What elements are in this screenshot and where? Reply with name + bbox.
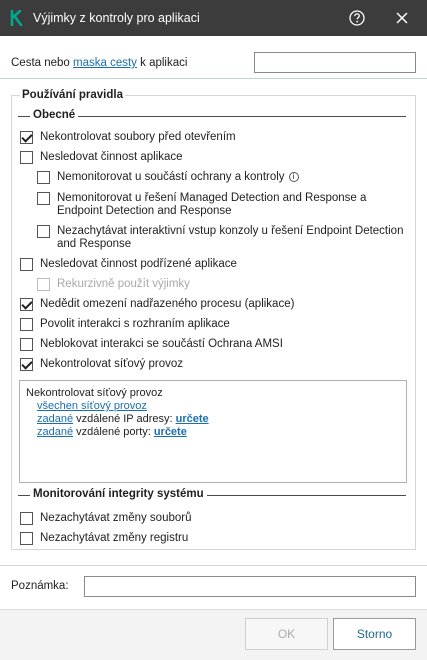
checkbox-label: Nekontrolovat soubory před otevřením: [40, 131, 236, 143]
checkbox-label: Povolit interakci s rozhraním aplikace: [40, 318, 230, 330]
checkbox[interactable]: [20, 318, 33, 331]
ok-button[interactable]: OK: [245, 618, 328, 650]
divider: [0, 565, 427, 566]
specified-ports-link[interactable]: zadané: [37, 426, 74, 438]
checkbox-row[interactable]: [37, 191, 397, 219]
close-icon[interactable]: [393, 9, 411, 27]
all-traffic-link[interactable]: všechen síťový provoz: [37, 400, 147, 412]
checkbox-label: Nekontrolovat síťový provoz: [40, 358, 184, 370]
checkbox[interactable]: [37, 192, 50, 205]
checkbox[interactable]: [37, 171, 50, 184]
divider: [0, 78, 427, 79]
note-label: Poznámka:: [11, 580, 69, 592]
help-icon[interactable]: [348, 9, 366, 27]
checkbox-checked[interactable]: [20, 358, 33, 371]
general-section-title: Obecné: [30, 109, 78, 121]
window-title: Výjimky z kontroly pro aplikaci: [33, 11, 200, 25]
checkbox-label: [57, 171, 299, 183]
checkbox-label: Neblokovat interakci se součástí Ochrana AMSI: [40, 338, 283, 350]
checkbox-row[interactable]: [37, 224, 407, 252]
summary-text: vzdálené porty:: [73, 426, 154, 438]
integrity-section-header: [18, 488, 406, 502]
specify-ip-link[interactable]: určete: [175, 413, 209, 425]
checkbox[interactable]: [20, 338, 33, 351]
summary-heading: Nekontrolovat síťový provoz: [26, 387, 163, 399]
general-section-header: [18, 109, 406, 123]
dialog-footer: [0, 609, 427, 660]
checkbox[interactable]: [20, 258, 33, 271]
checkbox[interactable]: [37, 225, 50, 238]
checkbox-label: Nemonitorovat u řešení Managed Detection and Response a Endpoint Detection and Response: [57, 192, 367, 217]
info-icon[interactable]: i: [289, 172, 299, 182]
path-label-suffix: k aplikaci: [136, 57, 188, 69]
cancel-button[interactable]: Storno: [333, 618, 416, 650]
path-label: [11, 57, 187, 69]
checkbox-label: Nesledovat činnost podřízené aplikace: [40, 258, 237, 270]
summary-line: [37, 400, 147, 412]
checkbox-label: Nezachytávat interaktivní vstup konzoly u řešení Endpoint Detection and Response: [57, 225, 404, 250]
checkbox[interactable]: [20, 512, 33, 525]
specified-ip-link[interactable]: zadané: [37, 413, 74, 425]
summary-line: [37, 426, 187, 438]
checkbox-label: Nesledovat činnost aplikace: [40, 151, 183, 163]
checkbox-disabled: [37, 278, 50, 291]
checkbox-label: Nezachytávat změny souborů: [40, 512, 192, 524]
checkbox[interactable]: [20, 151, 33, 164]
title-bar: [0, 0, 427, 36]
checkbox-checked[interactable]: [20, 131, 33, 144]
path-input[interactable]: [254, 52, 416, 73]
note-input[interactable]: [84, 576, 416, 597]
integrity-section-title: Monitorování integrity systému: [30, 488, 207, 500]
checkbox-label: Nedědit omezení nadřazeného procesu (aplikace): [40, 298, 295, 310]
path-label-prefix: Cesta nebo: [11, 57, 74, 69]
checkbox-label: Nezachytávat změny registru: [40, 532, 189, 544]
checkbox[interactable]: [20, 532, 33, 545]
summary-text: vzdálené IP adresy:: [73, 413, 176, 425]
path-row: [0, 36, 427, 78]
kaspersky-logo-icon: [10, 10, 23, 26]
path-mask-link[interactable]: maska cesty: [73, 57, 137, 69]
checkbox-label: Rekurzivně použít výjimky: [57, 278, 190, 290]
network-traffic-summary: [19, 380, 407, 483]
usage-title: Používání pravidla: [22, 89, 123, 101]
summary-line: [37, 413, 209, 425]
checkbox-checked[interactable]: [20, 298, 33, 311]
checkbox-label-text: Nemonitorovat u součástí ochrany a kontroly: [57, 171, 285, 183]
specify-ports-link[interactable]: určete: [153, 426, 187, 438]
